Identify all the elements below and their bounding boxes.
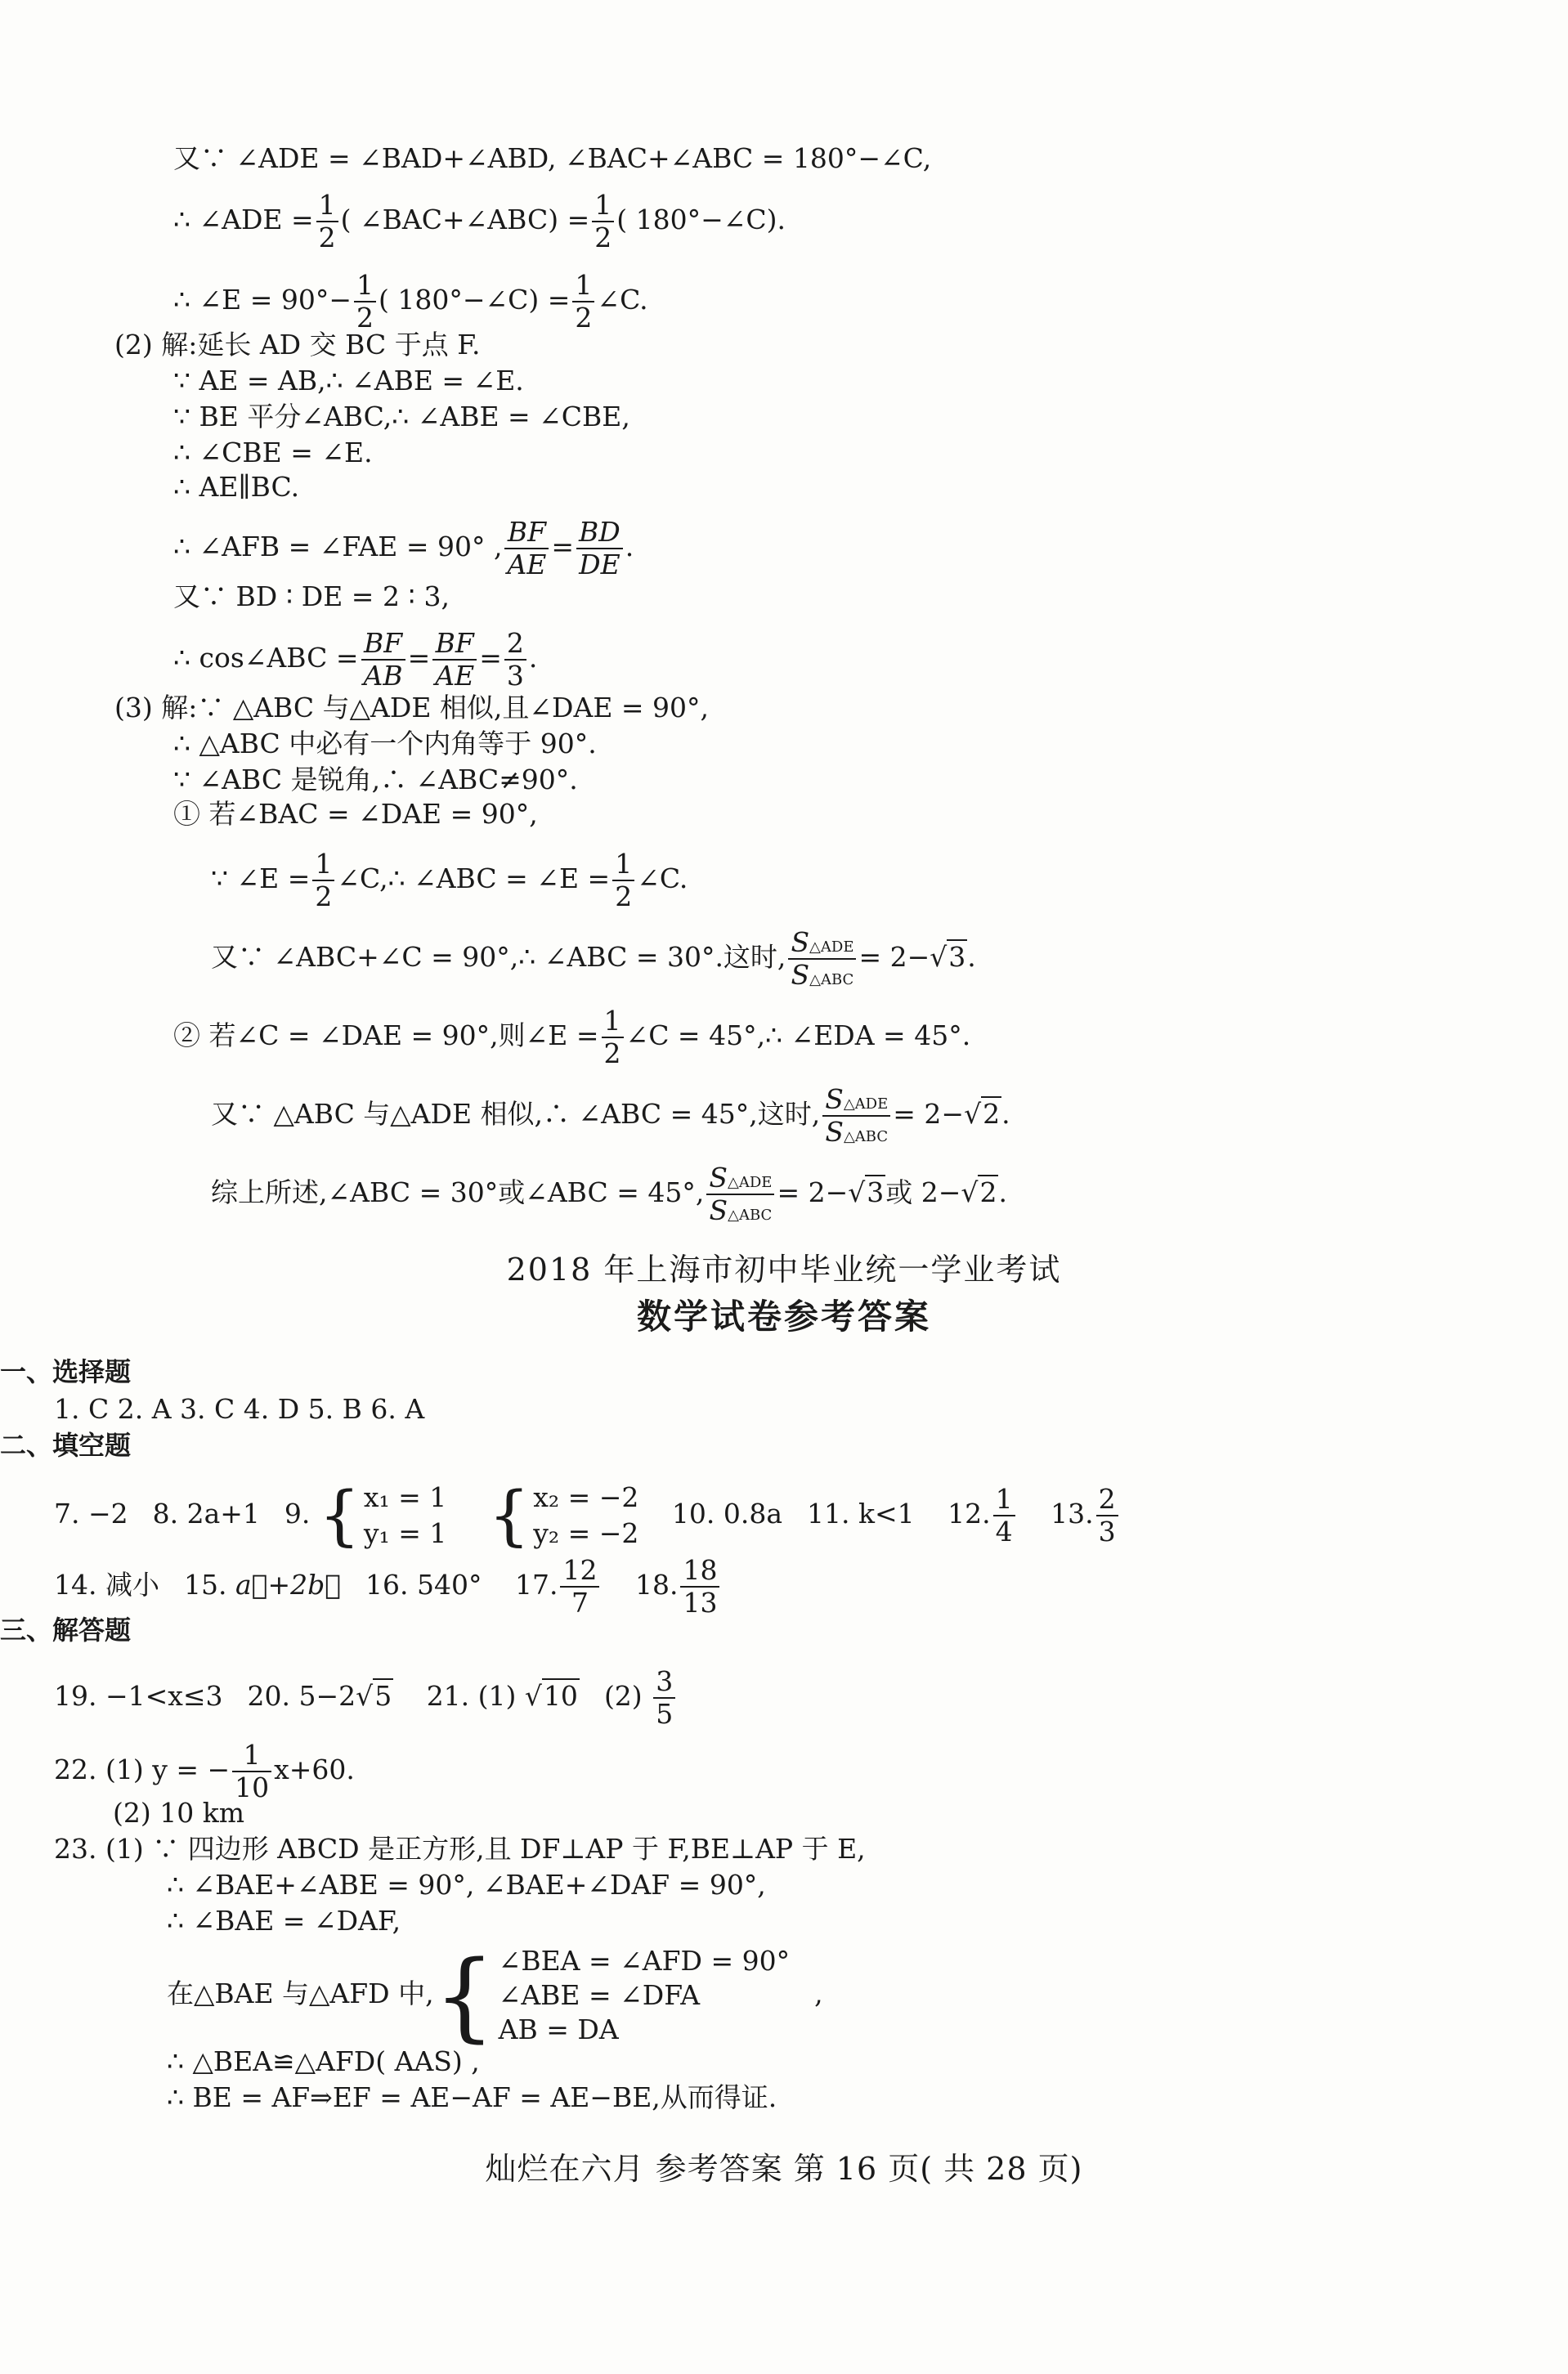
fraction: S△ADE S△ABC: [788, 927, 856, 991]
exam-subtitle: 数学试卷参考答案: [636, 1297, 931, 1337]
fraction: $\frac{BF}{AB}$: [361, 628, 405, 692]
fraction: $\frac{1}{2}$: [612, 849, 634, 912]
proof-line: 又∵ ∠ADE = ∠BAD+∠ABD, ∠BAC+∠ABC = 180°−∠C,: [173, 142, 932, 174]
fraction: $\frac{1}{2}$: [354, 270, 376, 334]
proof-line: ∴ ∠E = 90°− $\frac{1}{2}$ ( 180°−∠C) = $\frac{1}{2}$ ∠C.: [173, 269, 648, 334]
page-footer: 灿烂在六月 参考答案 第 16 页( 共 28 页): [485, 2151, 1083, 2187]
proof-line: ∵ BE 平分∠ABC,∴ ∠ABE = ∠CBE,: [173, 401, 630, 432]
fraction: $\frac{12}{7}$: [560, 1555, 599, 1619]
proof-line: ∴ AE∥BC.: [173, 471, 300, 503]
fraction: $\frac{3}{5}$: [653, 1666, 675, 1730]
proof-line: ∴ ∠AFB = ∠FAE = 90° , $\frac{BF}{AE}$ = $\frac{BD}{DE}$ .: [173, 516, 634, 580]
exam-title: 2018 年上海市初中毕业统一学业考试: [506, 1252, 1062, 1288]
proof-line: ∴ △BEA≌△AFD( AAS) ,: [167, 2045, 480, 2077]
proof-line: ∵ AE = AB,∴ ∠ABE = ∠E.: [173, 365, 524, 396]
choice-answers: 1. C 2. A 3. C 4. D 5. B 6. A: [54, 1393, 425, 1425]
fill-answers-row: 7. −2 8. 2a+1 9. { x₁ = 1 y₁ = 1 { x₂ = −2 y₂ = −2 10. 0.8a 11. k<1 12. $\frac{1}{4}$ 13. $\frac{2}{3}$: [54, 1480, 1121, 1552]
fraction: $\frac{1}{2}$: [312, 849, 334, 912]
fraction: $\frac{BF}{AE}$: [504, 517, 549, 580]
fraction: $\frac{1}{4}$: [993, 1484, 1015, 1548]
proof-line: ∵ ∠E = $\frac{1}{2}$ ∠C,∴ ∠ABC = ∠E = $\frac{1}{2}$ ∠C.: [211, 848, 688, 912]
solution-line: (2) 10 km: [113, 1797, 245, 1829]
proof-line: ② 若∠C = ∠DAE = 90°,则∠E = $\frac{1}{2}$ ∠C = 45°,∴ ∠EDA = 45°.: [173, 1005, 971, 1069]
fraction: $\frac{1}{2}$: [316, 190, 338, 253]
fraction: S△ADE S△ABC: [706, 1162, 774, 1226]
proof-line: ∴ cos∠ABC = $\frac{BF}{AB}$ = $\frac{BF}{AE}$ = $\frac{2}{3}$ .: [173, 627, 538, 692]
section-heading: 一、选择题: [0, 1356, 132, 1387]
proof-line: ∴ BE = AF⇒EF = AE−AF = AE−BE,从而得证.: [167, 2081, 777, 2113]
fraction: $\frac{2}{3}$: [1096, 1484, 1118, 1548]
fraction: $\frac{1}{2}$: [592, 190, 614, 253]
fraction: $\frac{1}{10}$: [232, 1740, 271, 1803]
proof-line: ∴ △ABC 中必有一个内角等于 90°.: [173, 728, 597, 759]
proof-line: (3) 解:∵ △ABC 与△ADE 相似,且∠DAE = 90°,: [114, 692, 710, 723]
fraction: $\frac{2}{3}$: [504, 628, 526, 692]
proof-line: 又∵ ∠ABC+∠C = 90°,∴ ∠ABC = 30°.这时, S△ADE S△ABC = 2−√3.: [211, 926, 976, 991]
section-heading: 二、填空题: [0, 1430, 132, 1461]
fraction: S△ADE S△ABC: [822, 1084, 890, 1148]
fraction: $\frac{18}{13}$: [680, 1555, 719, 1619]
proof-line: 综上所述,∠ABC = 30°或∠ABC = 45°, S△ADE S△ABC = 2−√3或 2−√2.: [211, 1162, 1007, 1226]
proof-line: (2) 解:延长 AD 交 BC 于点 F.: [114, 329, 481, 361]
proof-line: ∴ ∠ADE = $\frac{1}{2}$ ( ∠BAC+∠ABC) = $\frac{1}{2}$ ( 180°−∠C).: [173, 189, 786, 253]
proof-line: 23. (1) ∵ 四边形 ABCD 是正方形,且 DF⊥AP 于 F,BE⊥AP 于 E,: [54, 1833, 866, 1865]
proof-line: ∴ ∠CBE = ∠E.: [173, 437, 373, 468]
section-heading: 三、解答题: [0, 1615, 132, 1646]
fill-answers-row: 14. 减小 15. a⃗+2b⃗ 16. 540° 17. $\frac{12}{7}$ 18. $\frac{18}{13}$: [54, 1555, 722, 1619]
fraction: $\frac{1}{2}$: [572, 270, 594, 334]
fraction: $\frac{BF}{AE}$: [432, 628, 477, 692]
proof-line: 在△BAE 与△AFD 中,{ ∠BEA = ∠AFD = 90° ∠ABE = ∠DFA AB = DA ,: [167, 1939, 823, 2052]
solution-answers-row: 19. −1<x≤3 20. 5−2√5 21. (1) √10 (2) $\frac{3}{5}$: [54, 1666, 678, 1730]
fraction: $\frac{1}{2}$: [602, 1006, 624, 1069]
solution-answers-row: 22. (1) y = − $\frac{1}{10}$ x+60.: [54, 1739, 355, 1803]
fraction: $\frac{BD}{DE}$: [576, 517, 623, 580]
proof-line: ① 若∠BAC = ∠DAE = 90°,: [173, 798, 538, 830]
proof-line: 又∵ BD ∶ DE = 2 ∶ 3,: [173, 580, 450, 612]
proof-line: ∵ ∠ABC 是锐角,∴ ∠ABC≠90°.: [173, 764, 578, 795]
proof-line: 又∵ △ABC 与△ADE 相似,∴ ∠ABC = 45°,这时, S△ADE S△ABC = 2−√2.: [211, 1083, 1010, 1148]
proof-line: ∴ ∠BAE = ∠DAF,: [167, 1905, 401, 1937]
proof-line: ∴ ∠BAE+∠ABE = 90°, ∠BAE+∠DAF = 90°,: [167, 1869, 766, 1901]
